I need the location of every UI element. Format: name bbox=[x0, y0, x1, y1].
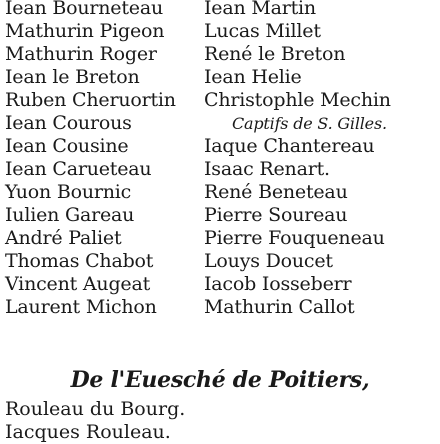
name-entry: Rouleau du Bourg. bbox=[5, 398, 186, 420]
name-entry: Iean Cousine bbox=[5, 135, 129, 157]
name-entry: Laurent Michon bbox=[5, 296, 157, 318]
name-entry: Iacques Rouleau. bbox=[5, 421, 171, 443]
name-entry: Iean Bourneteau bbox=[5, 0, 163, 19]
name-entry: René le Breton bbox=[204, 43, 346, 65]
name-entry: Yuon Bournic bbox=[5, 181, 132, 203]
name-entry: Ruben Cheruortin bbox=[5, 89, 176, 111]
captives-caption: Captifs de S. Gilles. bbox=[232, 114, 387, 133]
name-entry: Iulien Gareau bbox=[5, 204, 135, 226]
name-entry: Isaac Renart. bbox=[204, 158, 330, 180]
name-entry: Iean le Breton bbox=[5, 66, 140, 88]
left-name-column bbox=[5, 0, 176, 319]
name-entry: André Paliet bbox=[5, 227, 122, 249]
name-entry: Iean Courous bbox=[5, 112, 132, 134]
name-entry: René Beneteau bbox=[204, 181, 348, 203]
name-entry: Iaque Chantereau bbox=[204, 135, 375, 157]
name-entry: Louys Doucet bbox=[204, 250, 333, 272]
name-entry: Iacob Iosseberr bbox=[204, 273, 352, 295]
name-entry: Pierre Soureau bbox=[204, 204, 348, 226]
name-entry: Vincent Augeat bbox=[5, 273, 151, 295]
name-entry: Iean Martin bbox=[204, 0, 316, 19]
right-name-column bbox=[204, 0, 391, 319]
name-entry: Mathurin Pigeon bbox=[5, 20, 165, 42]
section-heading: De l'Euesché de Poitiers, bbox=[70, 367, 370, 393]
section-name-list bbox=[5, 398, 185, 444]
name-entry: Mathurin Roger bbox=[5, 43, 157, 65]
name-entry: Iean Carueteau bbox=[5, 158, 152, 180]
name-entry: Pierre Fouqueneau bbox=[204, 227, 385, 249]
name-entry: Christophle Mechin bbox=[204, 89, 391, 111]
name-entry: Iean Helie bbox=[204, 66, 302, 88]
name-entry: Thomas Chabot bbox=[5, 250, 154, 272]
name-entry: Mathurin Callot bbox=[204, 296, 355, 318]
name-entry: Lucas Millet bbox=[204, 20, 321, 42]
